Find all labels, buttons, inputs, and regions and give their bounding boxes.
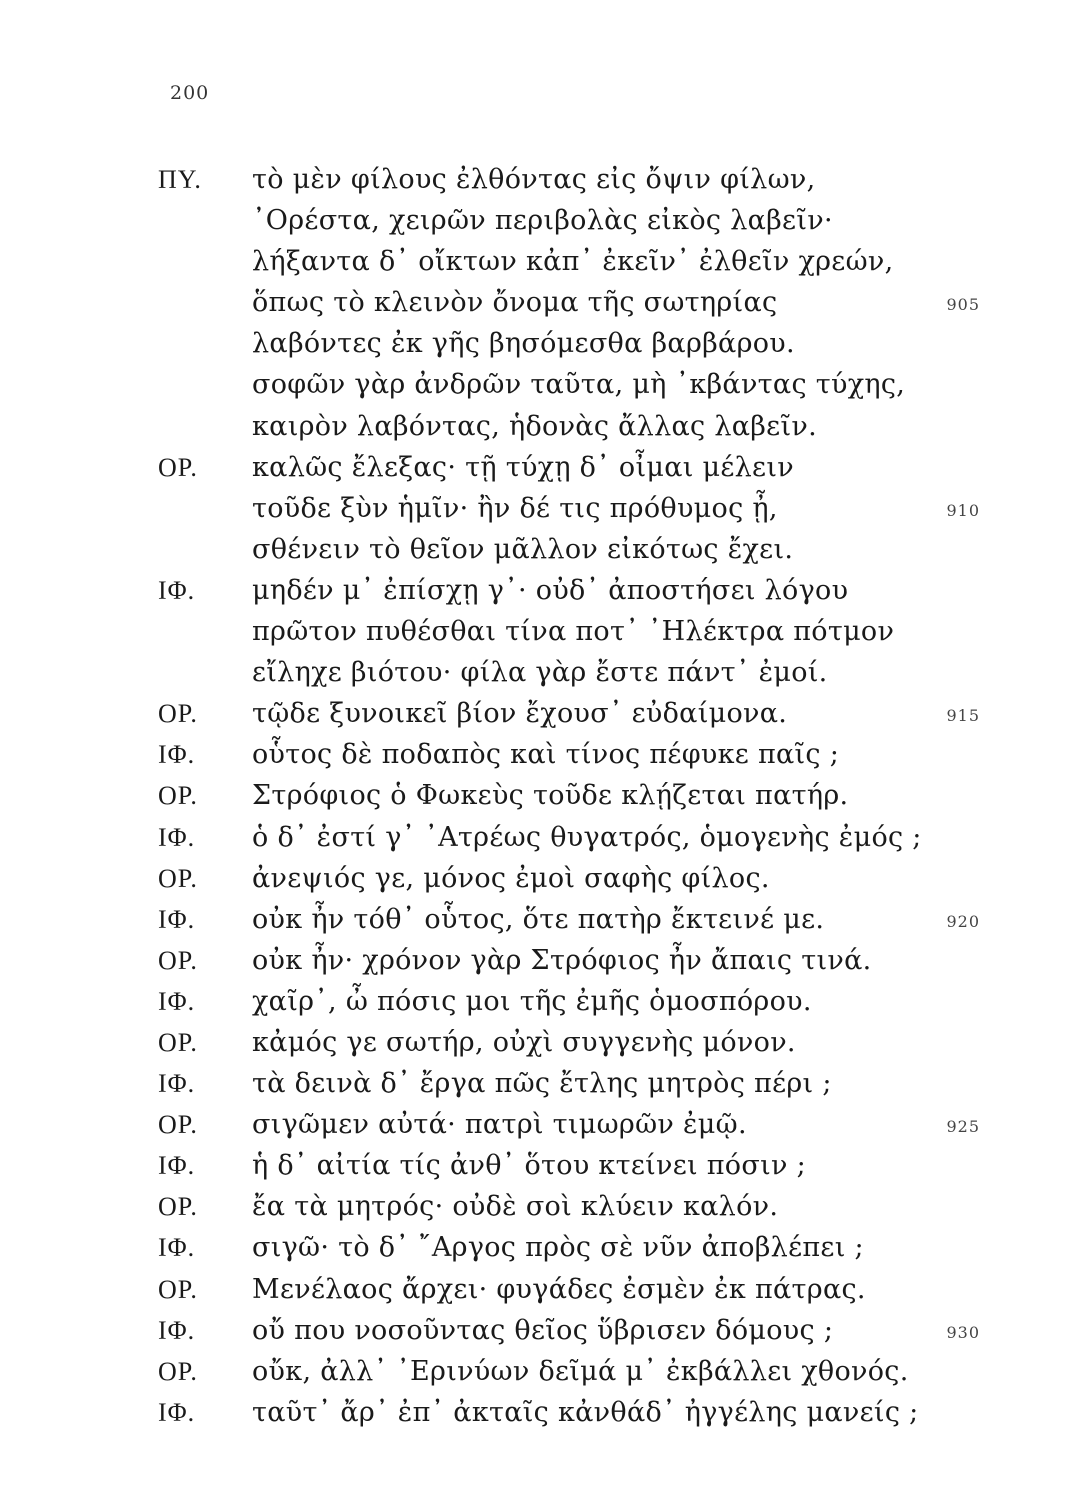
- verse-text: χαῖρ᾿, ὦ πόσις μοι τῆς ἐμῆς ὁμοσπόρου.: [252, 985, 812, 1017]
- speaker-label: ΙΦ.: [158, 1233, 196, 1263]
- verse-text: ὁ δ᾿ ἐστί γ᾿ ᾿Ατρέως θυγατρός, ὁμογενὴς ἐμός ;: [252, 821, 922, 853]
- verse-text: τοῦδε ξὺν ἡμῖν· ἢν δέ τις πρόθυμος ᾖ,: [252, 492, 778, 524]
- speaker-label: ΟΡ.: [158, 781, 198, 811]
- verse-text: μηδέν μ᾿ ἐπίσχῃ γ᾿· οὐδ᾿ ἀποστήσει λόγου: [252, 574, 849, 606]
- speaker-label: ΙΦ.: [158, 1151, 196, 1181]
- verse-text: ᾿Ορέστα, χειρῶν περιβολὰς εἰκὸς λαβεῖν·: [252, 205, 833, 237]
- speaker-label: ΟΡ.: [158, 1027, 198, 1057]
- line-number: 910: [946, 500, 980, 520]
- line-number: 925: [946, 1117, 980, 1137]
- verse-line: [0, 1186, 1086, 1227]
- verse-text: σιγῶμεν αὐτά· πατρὶ τιμωρῶν ἐμῷ.: [252, 1109, 747, 1141]
- page-number: 200: [170, 82, 210, 104]
- verse-line: [0, 734, 1086, 775]
- verse-text: ταῦτ᾿ ἄρ᾿ ἐπ᾿ ἀκταῖς κἀνθάδ᾿ ἠγγέλης μανείς ;: [252, 1396, 919, 1428]
- verse-line: [0, 817, 1086, 858]
- verse-line: [0, 529, 1086, 570]
- speaker-label: ΟΡ.: [158, 1274, 198, 1304]
- verse-line: [0, 693, 1086, 734]
- speaker-label: ΟΡ.: [158, 1192, 198, 1222]
- verse-text: τῷδε ξυνοικεῖ βίον ἔχουσ᾿ εὐδαίμονα.: [252, 698, 788, 730]
- verse-line: [0, 899, 1086, 940]
- verse-line: [0, 1145, 1086, 1186]
- verse-line: [0, 940, 1086, 981]
- verse-line: [0, 1227, 1086, 1268]
- line-number: 930: [946, 1322, 980, 1342]
- verse-text: εἴληχε βιότου· φίλα γὰρ ἔστε πάντ᾿ ἐμοί.: [252, 657, 828, 689]
- verse-line: [0, 364, 1086, 405]
- speaker-label: ΙΦ.: [158, 904, 196, 934]
- speaker-label: ΟΡ.: [158, 863, 198, 893]
- speaker-label: ΟΡ.: [158, 452, 198, 482]
- verse-text: πρῶτον πυθέσθαι τίνα ποτ᾿ ᾿Ηλέκτρα πότμον: [252, 616, 895, 648]
- verse-text: οὗτος δὲ ποδαπὸς καὶ τίνος πέφυκε παῖς ;: [252, 739, 840, 771]
- verse-text: Στρόφιος ὁ Φωκεὺς τοῦδε κλῄζεται πατήρ.: [252, 780, 849, 812]
- speaker-label: ΟΡ.: [158, 699, 198, 729]
- verse-line: [0, 488, 1086, 529]
- line-number: 915: [946, 706, 980, 726]
- verse-text: κἀμός γε σωτήρ, οὐχὶ συγγενὴς μόνον.: [252, 1026, 796, 1058]
- verse-text: οὐκ ἦν τόθ᾿ οὗτος, ὅτε πατὴρ ἔκτεινέ με.: [252, 903, 825, 935]
- verse-line: [0, 200, 1086, 241]
- verse-line: [0, 1392, 1086, 1433]
- speaker-label: ΙΦ.: [158, 1397, 196, 1427]
- verse-line: [0, 858, 1086, 899]
- verse-text: οὔκ, ἀλλ᾿ ᾿Ερινύων δεῖμά μ᾿ ἐκβάλλει χθονός.: [252, 1355, 909, 1387]
- verse-text: οὐκ ἦν· χρόνον γὰρ Στρόφιος ἦν ἄπαις τινά.: [252, 944, 872, 976]
- speaker-label: ΙΦ.: [158, 1069, 196, 1099]
- verse-line: [0, 611, 1086, 652]
- verse-line: [0, 323, 1086, 364]
- verse-text: ἔα τὰ μητρός· οὐδὲ σοὶ κλύειν καλόν.: [252, 1191, 779, 1223]
- verse-text: ὅπως τὸ κλεινὸν ὄνομα τῆς σωτηρίας: [252, 287, 778, 319]
- speaker-label: ΙΦ.: [158, 575, 196, 605]
- speaker-label: ΙΦ.: [158, 986, 196, 1016]
- verse-line: [0, 1104, 1086, 1145]
- verse-block: [0, 159, 1086, 1433]
- line-number: 920: [946, 911, 980, 931]
- speaker-label: ΟΡ.: [158, 945, 198, 975]
- verse-line: [0, 1351, 1086, 1392]
- verse-line: [0, 1310, 1086, 1351]
- verse-text: καιρὸν λαβόντας, ἡδονὰς ἄλλας λαβεῖν.: [252, 410, 817, 442]
- verse-text: ἀνεψιός γε, μόνος ἐμοὶ σαφὴς φίλος.: [252, 862, 770, 894]
- verse-text: καλῶς ἔλεξας· τῇ τύχῃ δ᾿ οἶμαι μέλειν: [252, 451, 794, 483]
- speaker-label: ΟΡ.: [158, 1110, 198, 1140]
- verse-text: σιγῶ· τὸ δ᾿ ῎Αργος πρὸς σὲ νῦν ἀποβλέπει ;: [252, 1232, 864, 1264]
- speaker-label: ΟΡ.: [158, 1356, 198, 1386]
- verse-line: [0, 1269, 1086, 1310]
- verse-line: [0, 775, 1086, 816]
- verse-text: Μενέλαος ἄρχει· φυγάδες ἐσμὲν ἐκ πάτρας.: [252, 1273, 866, 1305]
- verse-text: τὰ δεινὰ δ᾿ ἔργα πῶς ἔτλης μητρὸς πέρι ;: [252, 1068, 832, 1100]
- verse-line: [0, 241, 1086, 282]
- verse-text: λήξαντα δ᾿ οἴκτων κἀπ᾿ ἐκεῖν᾿ ἐλθεῖν χρεών,: [252, 246, 894, 278]
- line-number: 905: [946, 295, 980, 315]
- verse-line: [0, 570, 1086, 611]
- verse-line: [0, 282, 1086, 323]
- verse-text: σοφῶν γὰρ ἀνδρῶν ταῦτα, μὴ ᾿κβάντας τύχης,: [252, 369, 906, 401]
- verse-text: τὸ μὲν φίλους ἐλθόντας εἰς ὄψιν φίλων,: [252, 164, 816, 195]
- verse-text: σθένειν τὸ θεῖον μᾶλλον εἰκότως ἔχει.: [252, 533, 794, 565]
- verse-line: [0, 1063, 1086, 1104]
- verse-line: [0, 447, 1086, 488]
- verse-line: [0, 1022, 1086, 1063]
- speaker-label: ΙΦ.: [158, 1315, 196, 1345]
- verse-line: [0, 159, 1086, 200]
- speaker-label: ΠΥ.: [158, 165, 202, 194]
- verse-line: [0, 652, 1086, 693]
- speaker-label: ΙΦ.: [158, 740, 196, 770]
- speaker-label: ΙΦ.: [158, 822, 196, 852]
- verse-text: οὔ που νοσοῦντας θεῖος ὕβρισεν δόμους ;: [252, 1314, 834, 1346]
- verse-text: ἡ δ᾿ αἰτία τίς ἀνθ᾿ ὅτου κτείνει πόσιν ;: [252, 1150, 806, 1182]
- verse-text: λαβόντες ἐκ γῆς βησόμεσθα βαρβάρου.: [252, 328, 795, 360]
- verse-line: [0, 406, 1086, 447]
- verse-line: [0, 981, 1086, 1022]
